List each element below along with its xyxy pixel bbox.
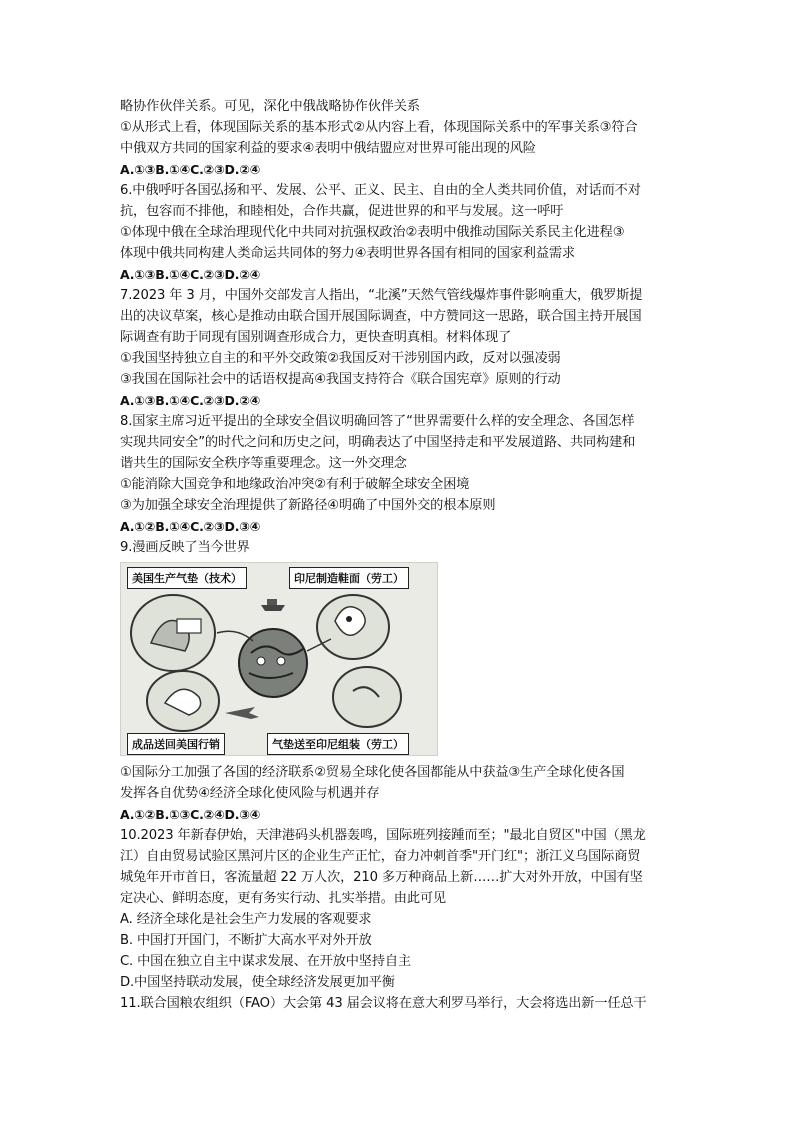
text-line: 定决心、鲜明态度，更有务实行动、扎实举措。由此可见 [120,891,446,906]
answer-options: A.①③B.①④C.②③D.②④ [120,393,261,408]
answer-options: A.①②B.①③C.②④D.③④ [120,807,261,822]
text-line: 抗，包容而不排他，和睦相处，合作共赢，促进世界的和平与发展。这一呼吁 [120,204,564,219]
globalization-cartoon [120,562,438,756]
question-9: 9.漫画反映了当今世界 [120,540,250,555]
text-line: 出的决议草案，核心是推动由联合国开展国际调查，中方赞同这一思路，联合国主持开展国 [120,309,642,324]
answer-options: A.①③B.①④C.②③D.②④ [120,267,261,282]
question-11: 11.联合国粮农组织（FAO）大会第 43 届会议将在意大利罗马举行，大会将选出新一任总干 [120,996,647,1011]
text-line: 城兔年开市首日，客流量超 22 万人次，210 多万种商品上新……扩大对外开放，中国有坚 [120,870,643,885]
text-line: ③为加强全球安全治理提供了新路径④明确了中国外交的根本原则 [120,498,496,513]
answer-options: A.①③B.①④C.②③D.②④ [120,162,261,177]
text-line: 略协作伙伴关系。可见，深化中俄战略协作伙伴关系 [120,99,420,114]
text-line: ①体现中俄在全球治理现代化中共同对抗强权政治②表明中俄推动国际关系民主化进程③ [120,225,625,240]
option-a: A. 经济全球化是社会生产力发展的客观要求 [120,912,372,927]
text-line: 中俄双方共同的国家利益的要求④表明中俄结盟应对世界可能出现的风险 [120,141,536,156]
question-8: 8.国家主席习近平提出的全球安全倡议明确回答了“世界需要什么样的安全理念、各国怎样 [120,414,635,429]
answer-options: A.①②B.①④C.②③D.③④ [120,519,261,534]
question-6: 6.中俄呼吁各国弘扬和平、发展、公平、正义、民主、自由的全人类共同价值，对话而不对 [120,183,641,198]
text-line: 谐共生的国际安全秩序等重要理念。这一外交理念 [120,456,407,471]
cartoon-drawing [121,563,437,755]
text-line: ①能消除大国竞争和地缘政治冲突②有利于破解全球安全困境 [120,477,470,492]
document-page [120,96,680,1014]
cartoon-caption: 气垫送至印尼组装（劳工） [267,733,409,755]
text-line: ①我国坚持独立自主的和平外交政策②我国反对干涉别国内政，反对以强凌弱 [120,351,561,366]
text-line: 发挥各自优势④经济全球化使风险与机遇并存 [120,786,380,801]
text-line: 江）自由贸易试验区黑河片区的企业生产正忙，奋力冲刺首季"开门红"；浙江义乌国际商贸 [120,849,641,864]
text-line: ①国际分工加强了各国的经济联系②贸易全球化使各国都能从中获益③生产全球化使各国 [120,765,625,780]
cartoon-caption: 成品送回美国行销 [127,733,225,755]
text-line: ①从形式上看，体现国际关系的基本形式②从内容上看，体现国际关系中的军事关系③符合 [120,120,638,135]
option-c: C. 中国在独立自主中谋求发展、在开放中坚持自主 [120,954,411,969]
question-10: 10.2023 年新春伊始，天津港码头机器轰鸣，国际班列接踵而至；"最北自贸区"中国（黑龙 [120,828,646,843]
question-7: 7.2023 年 3 月，中国外交部发言人指出，“北溪”天然气管线爆炸事件影响重大，俄罗斯提 [120,288,643,303]
text-line: 体现中俄共同构建人类命运共同体的努力④表明世界各国有相同的国家利益需求 [120,246,575,261]
cartoon-caption: 美国生产气垫（技术） [127,567,247,589]
option-b: B. 中国打开国门，不断扩大高水平对外开放 [120,933,372,948]
option-d: D.中国坚持联动发展，使全球经济发展更加平衡 [120,975,395,990]
text-line: 际调查有助于同现有国别调查形成合力，更快查明真相。材料体现了 [120,330,512,345]
text-line: 实现共同安全”的时代之问和历史之问，明确表达了中国坚持走和平发展道路、共同构建和 [120,435,636,450]
cartoon-caption: 印尼制造鞋面（劳工） [289,567,409,589]
text-line: ③我国在国际社会中的话语权提高④我国支持符合《联合国宪章》原则的行动 [120,372,561,387]
